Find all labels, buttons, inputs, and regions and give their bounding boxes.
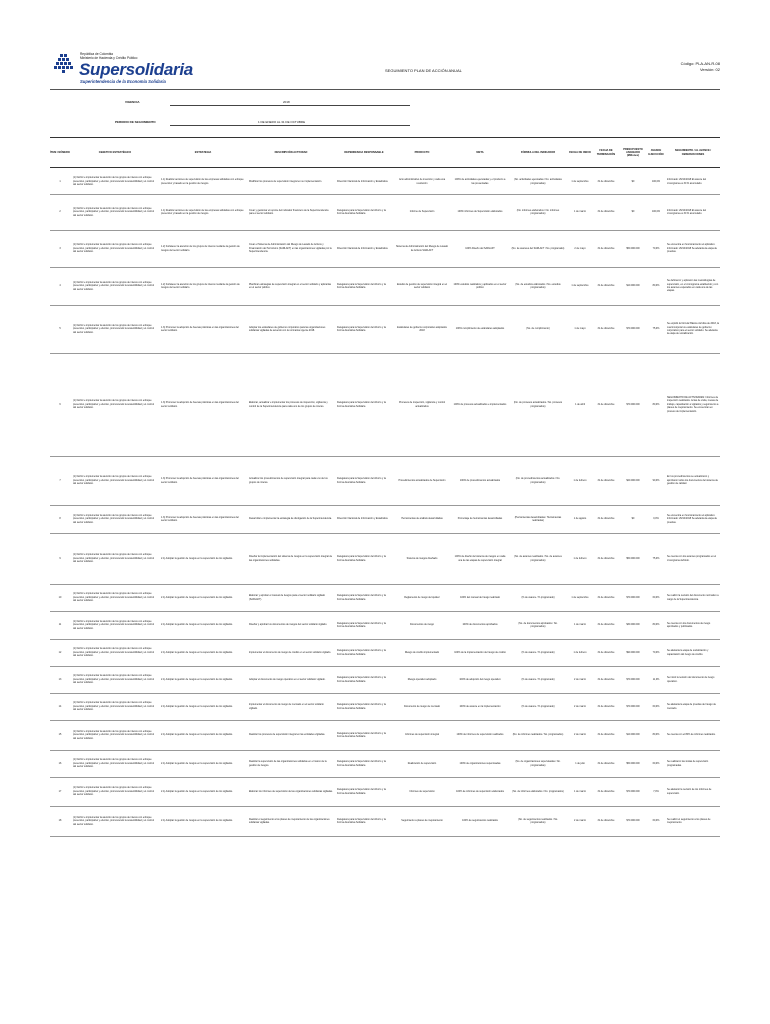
cell-start-date: 1 de marzo bbox=[574, 210, 586, 214]
cell-budget: $50.000.000 bbox=[626, 761, 640, 765]
cell-formula: (No. de procesos actualizados / No. procesos programados) bbox=[513, 401, 563, 408]
cell-formula: (No. de avances realizados / No. de avances programados) bbox=[514, 555, 562, 562]
cell-end-date: 31 de diciembre bbox=[597, 210, 615, 214]
cell-progress: 60,0% bbox=[652, 761, 660, 765]
cell-observations: En los procedimientos se actualizaron y aprobaron todos los documentos del sistema de gestión de calidad. bbox=[667, 475, 718, 486]
cell-description: Planificar estrategias de supervisión integral en el sector solidario y aplicarlas en el sector público. bbox=[249, 282, 331, 289]
table-row bbox=[50, 693, 720, 721]
header-objective: OBJETIVO ESTRATÉGICO bbox=[98, 150, 132, 154]
cell-strategy: 1.1) Realizar acciones de supervisión de las empresas solidarias con enfoque preventivo y basado en la gestión de riesgos. bbox=[161, 178, 244, 185]
cell-formula: (No. de estudios elaborados / No. estudios programados) bbox=[515, 282, 561, 289]
cell-observations: Se adelanta la etapa de socialización y capacitación del riesgo de crédito. bbox=[667, 649, 709, 656]
cell-objective: (1) Definir e implementar la atención de los grupos de interés con enfoque preventivo, participativo y efectivo, promoviendo la sostenibilidad y el control del sector solidario. bbox=[73, 758, 154, 769]
cell-start-date: 1 de mayo bbox=[574, 327, 586, 331]
cell-objective: (1) Definir e implementar la atención de los grupos de interés con enfoque preventivo, participativo y efectivo, promoviendo la sostenibilidad y el control del sector solidario. bbox=[73, 701, 154, 712]
cell-formula: (No. de procedimientos actualizados / No. programados) bbox=[515, 477, 561, 484]
cell-end-date: 31 de diciembre bbox=[597, 284, 615, 288]
cell-end-date: 31 de diciembre bbox=[597, 789, 615, 793]
cell-description: Realizar los procesos de supervisión integral en las entidades vigiladas. bbox=[249, 733, 326, 737]
cell-strategy: 2.1) Adoptar la gestión de riesgos en la supervisión de los vigilados. bbox=[161, 677, 233, 681]
cell-strategy: 2.1) Adoptar la gestión de riesgos en la supervisión de los vigilados. bbox=[161, 650, 233, 654]
cell-description: Implementar el documento de riesgo de crédito en el sector solidario vigilado. bbox=[249, 650, 331, 654]
cell-dependency: Delegatura para la Supervisión del Ahorro y la Forma Asociativa Solidaria bbox=[337, 555, 386, 562]
cell-item: 13 bbox=[58, 677, 62, 681]
cell-objective: (1) Definir e implementar la atención de los grupos de interés con enfoque preventivo, participativo y efectivo, promoviendo la sostenibilidad y el control del sector solidario. bbox=[73, 206, 154, 217]
cell-budget: $70.000.000 bbox=[626, 595, 640, 599]
cell-goal: 100% de documentos aprobados bbox=[462, 623, 498, 627]
header-dependency: DEPENDENCIA RESPONSABLE bbox=[344, 150, 384, 154]
cell-end-date: 31 de diciembre bbox=[597, 478, 615, 482]
cell-dependency: Dirección Nacional de Información y Estadística bbox=[337, 517, 388, 521]
cell-dependency: Delegatura para la Supervisión del Ahorro y la Forma Asociativa Solidaria bbox=[337, 817, 386, 824]
cell-observations: Se encuentra en funcionamiento el aplicativo. Informado: 29/10/2018 Se adelanta la etapa de pruebas. bbox=[667, 513, 717, 524]
vigencia-underline bbox=[170, 105, 410, 106]
cell-item: 8 bbox=[59, 517, 61, 521]
cell-dependency: Delegatura para la Supervisión del Ahorro y la Forma Asociativa Solidaria bbox=[337, 731, 386, 738]
cell-objective: (1) Definir e implementar la atención de los grupos de interés con enfoque preventivo, participativo y efectivo, promoviendo la sostenibilidad y el control del sector solidario. bbox=[73, 280, 154, 291]
cell-formula: (% de avance / % programado) bbox=[521, 677, 555, 681]
cell-formula: (No. de organizaciones supervisadas / No. programadas) bbox=[515, 760, 561, 767]
cell-dependency: Dirección Nacional de Información y Estadística bbox=[337, 179, 388, 183]
cell-objective: (1) Definir e implementar la atención de los grupos de interés con enfoque preventivo, participativo y efectivo, promoviendo la sostenibilidad y el control del sector solidario. bbox=[73, 674, 154, 685]
cell-item: 7 bbox=[59, 478, 61, 482]
cell-end-date: 31 de diciembre bbox=[597, 819, 615, 823]
periodo-label: PERIODO DE SEGUIMIENTO bbox=[115, 120, 156, 124]
cell-budget: $70.000.000 bbox=[626, 819, 640, 823]
table-row bbox=[50, 305, 720, 354]
cell-item: 5 bbox=[59, 327, 61, 331]
cell-product: Realización de supervisión bbox=[407, 761, 437, 765]
org-line-1: República de Colombia bbox=[80, 52, 113, 56]
header-start-date: FECHA DE INICIO bbox=[569, 150, 591, 154]
cell-observations: Se inició la revisión del documento de riesgo operativo. bbox=[667, 676, 715, 683]
table-row bbox=[50, 750, 720, 778]
cell-description: Elaborar, actualizar e implementar los procesos de inspección, vigilancia y control de la Superintendencia para cada uno de los grupos de interés. bbox=[249, 401, 328, 408]
cell-item: 10 bbox=[58, 595, 62, 599]
document-title: SEGUIMIENTO PLAN DE ACCIÓN ANUAL bbox=[385, 68, 462, 73]
cell-observations: Se definieron y aplicaron las metodologías de supervisión, en el cronograma establecido y con los avances esperados en cada una de las etapas. bbox=[667, 279, 719, 293]
cell-dependency: Delegatura para la Supervisión del Ahorro y la Forma Asociativa Solidaria bbox=[337, 703, 386, 710]
table-row bbox=[50, 353, 720, 457]
cell-product: Sistema de Administración del Riesgo de Lavado de Activos SARLAFT bbox=[396, 245, 448, 252]
cell-item: 14 bbox=[58, 704, 62, 708]
cell-objective: (1) Definir e implementar la atención de los grupos de interés con enfoque preventivo, participativo y efectivo, promoviendo la sostenibilidad y el control del sector solidario. bbox=[73, 592, 154, 603]
table-row bbox=[50, 777, 720, 807]
cell-formula: (Herramientas desarrolladas / Herramientas realizadas) bbox=[514, 515, 562, 522]
cell-strategy: 2.1) Adoptar la gestión de riesgos en la supervisión de los vigilados. bbox=[161, 733, 233, 737]
cell-description: Realizar el seguimiento a los planes de mejoramiento de las organizaciones solidarias vigiladas. bbox=[249, 817, 330, 824]
header-description: DESCRIPCIÓN ACTIVIDAD bbox=[274, 150, 308, 154]
cell-strategy: 1.3) Promover la adopción de buenas prácticas en las organizaciones del sector solidario. bbox=[161, 401, 239, 408]
cell-budget: $20.000.000 bbox=[626, 478, 640, 482]
cell-dependency: Delegatura para la Supervisión del Ahorro y la Forma Asociativa Solidaria bbox=[337, 621, 386, 628]
cell-product: Riesgo de crédito implementado bbox=[404, 650, 440, 654]
cell-product: Documentos de riesgo bbox=[410, 623, 434, 627]
cell-end-date: 31 de diciembre bbox=[597, 595, 615, 599]
cell-dependency: Delegatura para la Supervisión del Ahorro y la Forma Asociativa Solidaria bbox=[337, 401, 386, 408]
table-row bbox=[50, 169, 720, 195]
cell-budget: $50.000.000 bbox=[626, 556, 640, 560]
cell-observations: Se cuenta con el 80% de informes realizados. bbox=[667, 733, 716, 737]
cell-description: Actualizar los procedimientos de supervisión integral para cada uno de los grupos de interés. bbox=[249, 477, 328, 484]
cell-goal: 100% de procedimientos actualizados bbox=[459, 478, 501, 482]
cell-progress: 70,0% bbox=[652, 650, 660, 654]
table-row bbox=[50, 639, 720, 667]
table-row bbox=[50, 230, 720, 268]
header-end-date: FECHA DE TERMINACIÓN bbox=[596, 149, 616, 156]
header-divider bbox=[50, 89, 720, 90]
cell-item: 16 bbox=[58, 761, 62, 765]
cell-budget: $10.000.000 bbox=[626, 733, 640, 737]
cell-formula: (No. de informes realizados / No. programados) bbox=[512, 733, 564, 737]
header-product: PRODUCTO bbox=[414, 150, 430, 154]
header-strategy: ESTRATEGIA bbox=[194, 150, 212, 154]
cell-progress: 7,0% bbox=[653, 789, 659, 793]
cell-objective: (1) Definir e implementar la atención de los grupos de interés con enfoque preventivo, participativo y efectivo, promoviendo la sostenibilidad y el control del sector solidario. bbox=[73, 475, 154, 486]
cell-item: 6 bbox=[59, 402, 61, 406]
cell-start-date: 2 de marzo bbox=[574, 704, 586, 708]
cell-strategy: 2.1) Adoptar la gestión de riesgos en la supervisión de los vigilados. bbox=[161, 704, 233, 708]
cell-goal: 100% del manual del riesgo realizado bbox=[460, 595, 500, 599]
cell-objective: (1) Definir e implementar la atención de los grupos de interés con enfoque preventivo, participativo y efectivo, promoviendo la sostenibilidad y el control del sector solidario. bbox=[73, 647, 154, 658]
cell-item: 3 bbox=[59, 246, 61, 250]
cell-start-date: 1 de septiembre bbox=[571, 284, 589, 288]
cell-description: Diseñar la implementación del sistema de riesgos en la supervisión integral de las organizaciones solidarias. bbox=[249, 555, 333, 562]
cell-description: Elaborar los informes de supervisión de las organizaciones solidarias vigiladas. bbox=[249, 789, 333, 793]
cell-observations: Se cuenta con los documentos de riesgo aprobados y publicados. bbox=[667, 621, 711, 628]
cell-formula: (No. de informes elaborados / No. programados) bbox=[512, 789, 564, 793]
cell-start-date: 1 de febrero bbox=[573, 556, 587, 560]
header-observations: SEGUIMIENTO / AL AVANCE / OBSERVACIONES bbox=[674, 149, 712, 156]
cell-objective: (1) Definir e implementar la atención de los grupos de interés con enfoque preventivo, participativo y efectivo, promoviendo la sostenibilidad y el control del sector solidario. bbox=[73, 815, 154, 826]
table-row bbox=[50, 505, 720, 534]
cell-observations: SEGUIMIENTO DE ACTIVIDADES: Informes de inspección realizados. Actas de visita, mesas de trabajo, capacitación a vigilados y seguimiento a planes de mejoramiento. Se encuentran en proceso de implementación. bbox=[667, 395, 719, 413]
cell-objective: (1) Definir e implementar la atención de los grupos de interés con enfoque preventivo, participativo y efectivo, promoviendo la sostenibilidad y el control del sector solidario. bbox=[73, 619, 154, 630]
cell-item: 15 bbox=[58, 733, 62, 737]
cell-progress: 80,0% bbox=[652, 284, 660, 288]
table-row bbox=[50, 720, 720, 751]
cell-formula: (No. de seguimientos realizados / No. programados) bbox=[518, 817, 558, 824]
cell-progress: 75,0% bbox=[652, 556, 660, 560]
cell-goal: 100% informes de Supervisión elaborados bbox=[457, 210, 503, 214]
brand-name: Supersolidaria bbox=[79, 60, 193, 79]
cell-item: 18 bbox=[58, 819, 62, 823]
cell-product: Informes de supervisión bbox=[409, 789, 435, 793]
cell-budget: $0 bbox=[631, 210, 635, 214]
cell-formula: (No. de cumplimiento) bbox=[526, 327, 550, 331]
cell-end-date: 31 de diciembre bbox=[597, 733, 615, 737]
cell-goal: 100% de seguimientos realizados bbox=[462, 819, 498, 823]
cell-end-date: 31 de diciembre bbox=[597, 327, 615, 331]
cell-budget: $70.000.000 bbox=[626, 789, 640, 793]
periodo-underline bbox=[170, 125, 410, 126]
cell-description: Modificar los procesos de supervisión integral en su implementación. bbox=[249, 179, 322, 183]
cell-product: Estándares de gobierno corporativo adoptados 2018 bbox=[397, 325, 447, 332]
vigencia-value: 2018 bbox=[283, 100, 290, 104]
cell-dependency: Delegatura para la Supervisión del Ahorro y la Forma Asociativa Solidaria bbox=[337, 594, 386, 601]
cell-start-date: 1 de marzo bbox=[574, 789, 586, 793]
cell-product: Informe de Supervisión bbox=[409, 210, 435, 214]
cell-end-date: 31 de diciembre bbox=[597, 246, 615, 250]
cell-product: Seguimiento a planes de mejoramiento bbox=[401, 819, 443, 823]
cell-item: 11 bbox=[58, 623, 62, 627]
cell-strategy: 2.1) Adoptar la gestión de riesgos en la supervisión de los vigilados. bbox=[161, 761, 233, 765]
cell-end-date: 31 de diciembre bbox=[597, 704, 615, 708]
cell-goal: 100% de actividades ejecutadas y el producto a las presentadas bbox=[454, 178, 506, 185]
cell-progress: 90,0% bbox=[652, 478, 660, 482]
cell-start-date: 1 de julio bbox=[575, 761, 585, 765]
cell-objective: (1) Definir e implementar la atención de los grupos de interés con enfoque preventivo, participativo y efectivo, promoviendo la sostenibilidad y el control del sector solidario. bbox=[73, 513, 154, 524]
cell-progress: 60,0% bbox=[652, 595, 660, 599]
cell-description: Crear y gestionar el reporte del indicador financiero de la Superintendencia para el sector solidario. bbox=[249, 208, 329, 215]
cell-product: Estudio de gestión de supervisión integral en el sector solidario bbox=[396, 282, 448, 289]
cell-item: 2 bbox=[59, 210, 61, 214]
cell-progress: 0,0% bbox=[653, 517, 659, 521]
cell-start-date: 1 de febrero bbox=[573, 650, 587, 654]
cell-dependency: Delegatura para la Supervisión del Ahorro y la Forma Asociativa Solidaria bbox=[337, 760, 386, 767]
cell-observations: Se realizaron las visitas de supervisión programadas. bbox=[667, 760, 709, 767]
cell-end-date: 31 de diciembre bbox=[597, 179, 615, 183]
cell-objective: (1) Definir e implementar la atención de los grupos de interés con enfoque preventivo, participativo y efectivo, promoviendo la sostenibilidad y el control del sector solidario. bbox=[73, 786, 154, 797]
cell-strategy: 1.3) Promover la adopción de buenas prácticas en las organizaciones del sector solidario. bbox=[161, 477, 239, 484]
header-progress: AVANCE EJECUCIÓN bbox=[648, 149, 664, 156]
cell-product: Procesos de inspección, vigilancia y control actualizados bbox=[398, 401, 446, 408]
cell-progress: 100,0% bbox=[651, 179, 661, 183]
cell-budget: $0 bbox=[631, 179, 635, 183]
cell-goal: 100% Diseño del SARLAFT bbox=[465, 246, 495, 250]
cell-start-date: 2 de mayo bbox=[574, 246, 586, 250]
cell-item: 17 bbox=[58, 789, 62, 793]
cell-start-date: 2 de marzo bbox=[574, 677, 586, 681]
table-row bbox=[50, 533, 720, 585]
cell-strategy: 2.1) Adoptar la gestión de riesgos en la supervisión de los vigilados. bbox=[161, 623, 233, 627]
cell-goal: 100% de informes de supervisión elaborados bbox=[456, 789, 504, 793]
table-row bbox=[50, 194, 720, 231]
cell-product: Acto administrativo de inversión y cada una resolución bbox=[398, 178, 446, 185]
cell-goal: 100% de diseño del sistema de riesgos en cada una de las etapas de supervisión integral bbox=[454, 555, 506, 562]
cell-end-date: 31 de diciembre bbox=[597, 556, 615, 560]
cell-observations: Se adelanta la etapa de pruebas del riesgo de mercado. bbox=[667, 703, 716, 710]
cell-observations: Informado: 29/10/2018 El avance del cronograma es 30 % acumulado. bbox=[667, 178, 707, 185]
table-row bbox=[50, 456, 720, 506]
cell-product: Documento de riesgo de mercado bbox=[403, 704, 440, 708]
cell-objective: (1) Definir e implementar la atención de los grupos de interés con enfoque preventivo, participativo y efectivo, promoviendo la sostenibilidad y el control del sector solidario. bbox=[73, 399, 154, 410]
supersolidaria-logo-mark bbox=[52, 52, 76, 74]
cell-formula: (% de avance / % programado) bbox=[521, 704, 555, 708]
cell-formula: (No. actividades ejecutadas / No. actividades programadas) bbox=[514, 178, 562, 185]
cell-observations: Se encuentra en funcionamiento el aplicativo. Informado: 29/10/2018 Se adelanta la etapa de pruebas. bbox=[667, 243, 717, 254]
cell-objective: (1) Definir e implementar la atención de los grupos de interés con enfoque preventivo, participativo y efectivo, promoviendo la sostenibilidad y el control del sector solidario. bbox=[73, 243, 154, 254]
cell-item: 9 bbox=[59, 556, 61, 560]
cell-dependency: Delegatura para la Supervisión del Ahorro y la Forma Asociativa Solidaria bbox=[337, 788, 386, 795]
cell-dependency: Delegatura para la Supervisión del Ahorro y la Forma Asociativa Solidaria bbox=[337, 649, 386, 656]
table-row bbox=[50, 806, 720, 837]
cell-strategy: 2.1) Adoptar la gestión de riesgos en la supervisión de los vigilados. bbox=[161, 556, 233, 560]
cell-dependency: Delegatura para la Supervisión del Ahorro y la Forma Asociativa Solidaria bbox=[337, 676, 386, 683]
cell-strategy: 1.3) Promover la adopción de buenas prácticas en las organizaciones del sector solidario. bbox=[161, 515, 239, 522]
cell-observations: Informado: 29/10/2018 El avance del cronograma es 30 % acumulado. bbox=[667, 208, 707, 215]
cell-end-date: 31 de diciembre bbox=[597, 517, 615, 521]
cell-formula: (No. de avances del SARLAFT / No. programado) bbox=[511, 246, 565, 250]
cell-product: Reglamento de riesgo de liquidez bbox=[404, 595, 440, 599]
cell-budget: $30.000.000 bbox=[626, 623, 640, 627]
table-row bbox=[50, 611, 720, 640]
cell-progress: 70,0% bbox=[652, 246, 660, 250]
cell-budget: $10.000.000 bbox=[626, 284, 640, 288]
table-row bbox=[50, 267, 720, 306]
cell-end-date: 31 de diciembre bbox=[597, 761, 615, 765]
cell-budget: $70.000.000 bbox=[626, 402, 640, 406]
brand-subtitle: Superintendencia de la Economía Solidaria bbox=[80, 79, 166, 84]
header-formula: FÓRMULA DEL INDICADOR bbox=[520, 150, 556, 154]
cell-formula: (% de avance / % programado) bbox=[521, 650, 555, 654]
header-budget: PRESUPUESTO ASIGNADO (Millones) bbox=[623, 147, 643, 158]
cell-item: 12 bbox=[58, 650, 62, 654]
cell-description: Adoptar el documento de riesgo operativo en el sector solidario vigilado. bbox=[249, 677, 326, 681]
cell-description: Adoptar los estándares de gobierno corporativo para las organizaciones solidarias vigiladas de acuerdo con la normativa vigente 2018. bbox=[249, 325, 326, 332]
cell-start-date: 1 de septiembre bbox=[571, 179, 589, 183]
cell-goal: 100% de organizaciones supervisadas bbox=[459, 761, 501, 765]
cell-start-date: 1 de septiembre bbox=[571, 595, 589, 599]
cell-start-date: 2 de marzo bbox=[574, 819, 586, 823]
table-header bbox=[50, 137, 720, 168]
cell-strategy: 1.1) Realizar acciones de supervisión de las empresas solidarias con enfoque preventivo y basado en la gestión de riesgos. bbox=[161, 208, 244, 215]
cell-strategy: 2.1) Adoptar la gestión de riesgos en la supervisión de los vigilados. bbox=[161, 789, 233, 793]
cell-formula: (No. de documentos aprobados / No. programados) bbox=[518, 621, 558, 628]
cell-objective: (1) Definir e implementar la atención de los grupos de interés con enfoque preventivo, participativo y efectivo, promoviendo la sostenibilidad y el control del sector solidario. bbox=[73, 323, 154, 334]
cell-strategy: 2.1) Adoptar la gestión de riesgos en la supervisión de los vigilados. bbox=[161, 819, 233, 823]
cell-budget: $70.000.000 bbox=[626, 704, 640, 708]
table-row bbox=[50, 584, 720, 612]
periodo-value: 1 DE ENERO AL 31 DE OCTUBRE bbox=[258, 120, 306, 124]
cell-end-date: 31 de diciembre bbox=[597, 677, 615, 681]
cell-progress: 11,0% bbox=[652, 677, 660, 681]
cell-progress: 60,0% bbox=[652, 819, 660, 823]
cell-description: Desarrollar e implementar la estrategia de divulgación de la Superintendencia. bbox=[249, 517, 332, 521]
vigencia-label: VIGENCIA bbox=[125, 100, 140, 104]
cell-start-date: 1 de marzo bbox=[574, 623, 586, 627]
cell-goal: 100% estudios realizados y aplicados en el sector público bbox=[453, 282, 507, 289]
cell-description: Realizar la supervisión de las organizaciones solidarias en el marco de la gestión de riesgos. bbox=[249, 760, 327, 767]
cell-observations: Se realizó el seguimiento a los planes de mejoramiento. bbox=[667, 817, 711, 824]
cell-objective: (1) Definir e implementar la atención de los grupos de interés con enfoque preventivo, participativo y efectivo, promoviendo la sostenibilidad y el control del sector solidario. bbox=[73, 553, 154, 564]
header-item: ÍTEM / NÚMERO bbox=[50, 150, 70, 154]
cell-observations: Se expidió la Circular Básica Jurídica de 2018, la cual incorpora los estándares de gobierno corporativo para el sector solidario. Se adelanta la etapa de socialización. bbox=[667, 322, 719, 336]
cell-goal: 100% cumplimiento de estándares adoptados bbox=[455, 327, 505, 331]
cell-observations: Se adelantó la revisión de los informes de supervisión. bbox=[667, 788, 712, 795]
cell-progress: 80,0% bbox=[652, 402, 660, 406]
cell-goal: 100% de adopción del riesgo operativo bbox=[459, 677, 501, 681]
cell-budget: $90.000.000 bbox=[626, 650, 640, 654]
cell-observations: Se realizó la revisión del documento normativo a cargo de la Superintendencia. bbox=[667, 594, 719, 601]
cell-dependency: Delegatura para la Supervisión del Ahorro y la Forma Asociativa Solidaria bbox=[337, 477, 386, 484]
cell-progress: 80,0% bbox=[652, 733, 660, 737]
cell-end-date: 31 de diciembre bbox=[597, 402, 615, 406]
cell-objective: (1) Definir e implementar la atención de los grupos de interés con enfoque preventivo, participativo y efectivo, promoviendo la sostenibilidad y el control del sector solidario. bbox=[73, 176, 154, 187]
cell-strategy: 2.1) Adoptar la gestión de riesgos en la supervisión de los vigilados. bbox=[161, 595, 233, 599]
cell-formula: (% de avance / % programado) bbox=[521, 595, 555, 599]
cell-goal: Porcentaje de herramientas desarrolladas bbox=[457, 517, 503, 521]
cell-budget: $70.000.000 bbox=[626, 327, 640, 331]
cell-description: Elaborar y aprobar el manual de riesgos para el sector solidario vigilado (SARLAFT). bbox=[249, 594, 326, 601]
cell-start-date: 1 de febrero bbox=[573, 478, 587, 482]
cell-item: 1 bbox=[59, 179, 61, 183]
cell-budget: $50.000.000 bbox=[626, 246, 640, 250]
cell-goal: 100% de avance en la implementación bbox=[459, 704, 501, 708]
cell-dependency: Delegatura para la Supervisión del Ahorro y la Forma Asociativa Solidaria bbox=[337, 325, 386, 332]
table-row bbox=[50, 666, 720, 694]
cell-progress: 60,0% bbox=[652, 704, 660, 708]
cell-end-date: 31 de diciembre bbox=[597, 623, 615, 627]
cell-dependency: Delegatura para la Supervisión del Ahorro y la Forma Asociativa Solidaria bbox=[337, 282, 386, 289]
cell-product: Riesgo operativo adoptado bbox=[407, 677, 437, 681]
cell-product: Procedimientos actualizados de Supervisión bbox=[398, 478, 446, 482]
document-code: Código: PLA-AN-R-08 bbox=[680, 61, 720, 66]
cell-product: Informes de supervisión integral bbox=[405, 733, 439, 737]
cell-strategy: 1.2) Fortalecer la atención de los grupos de interés mediante la gestión de riesgos del sector solidario. bbox=[161, 282, 240, 289]
cell-goal: 100% de informes de supervisión realizados bbox=[456, 733, 504, 737]
header-goal: META bbox=[476, 150, 484, 154]
cell-budget: $70.000.000 bbox=[626, 677, 640, 681]
cell-strategy: 1.2) Fortalecer la atención de los grupos de interés mediante la gestión de riesgos del sector solidario. bbox=[161, 245, 240, 252]
cell-progress: 75,0% bbox=[652, 327, 660, 331]
cell-objective: (1) Definir e implementar la atención de los grupos de interés con enfoque preventivo, participativo y efectivo, promoviendo la sostenibilidad y el control del sector solidario. bbox=[73, 729, 154, 740]
cell-product: Sistema de riesgos diseñado bbox=[406, 556, 438, 560]
cell-end-date: 31 de diciembre bbox=[597, 650, 615, 654]
cell-description: Implementar el documento de riesgo de mercado en el sector solidario vigilado. bbox=[249, 703, 324, 710]
cell-dependency: Delegatura para la Supervisión del Ahorro y la Forma Asociativa Solidaria bbox=[337, 208, 386, 215]
cell-budget: $0 bbox=[631, 517, 635, 521]
cell-goal: 100% de procesos actualizados e implementados bbox=[453, 402, 507, 406]
cell-description: Crear el Sistema de Administración del Riesgo de Lavado de Activos y Financiación del Terrorismo (SARLAFT) en las organizaciones vigiladas por la Superintendencia. bbox=[249, 243, 332, 254]
cell-description: Diseñar y aprobar los documentos de riesgos del sector solidario vigilado. bbox=[249, 623, 328, 627]
cell-item: 4 bbox=[59, 284, 61, 288]
cell-start-date: 2 de marzo bbox=[574, 733, 586, 737]
cell-goal: 100% de la implementación del riesgo de crédito bbox=[454, 650, 506, 654]
cell-dependency: Dirección Nacional de Información y Estadística bbox=[337, 246, 388, 250]
org-line-2: Ministerio de Hacienda y Crédito Público bbox=[80, 56, 138, 60]
cell-product: Herramientas de análisis desarrolladas bbox=[401, 517, 443, 521]
cell-formula: (No. informes elaborados / No. informes programados) bbox=[516, 208, 560, 215]
cell-observations: Se cuenta con los avances programados en el cronograma definido. bbox=[667, 555, 717, 562]
cell-start-date: 1 de abril bbox=[575, 402, 585, 406]
cell-progress: 100,0% bbox=[651, 210, 661, 214]
document-version: Versión: 02 bbox=[699, 67, 720, 72]
cell-start-date: 1 de agosto bbox=[573, 517, 587, 521]
cell-strategy: 1.3) Promover la adopción de buenas prácticas en las organizaciones del sector solidario. bbox=[161, 325, 239, 332]
cell-progress: 80,0% bbox=[652, 623, 660, 627]
